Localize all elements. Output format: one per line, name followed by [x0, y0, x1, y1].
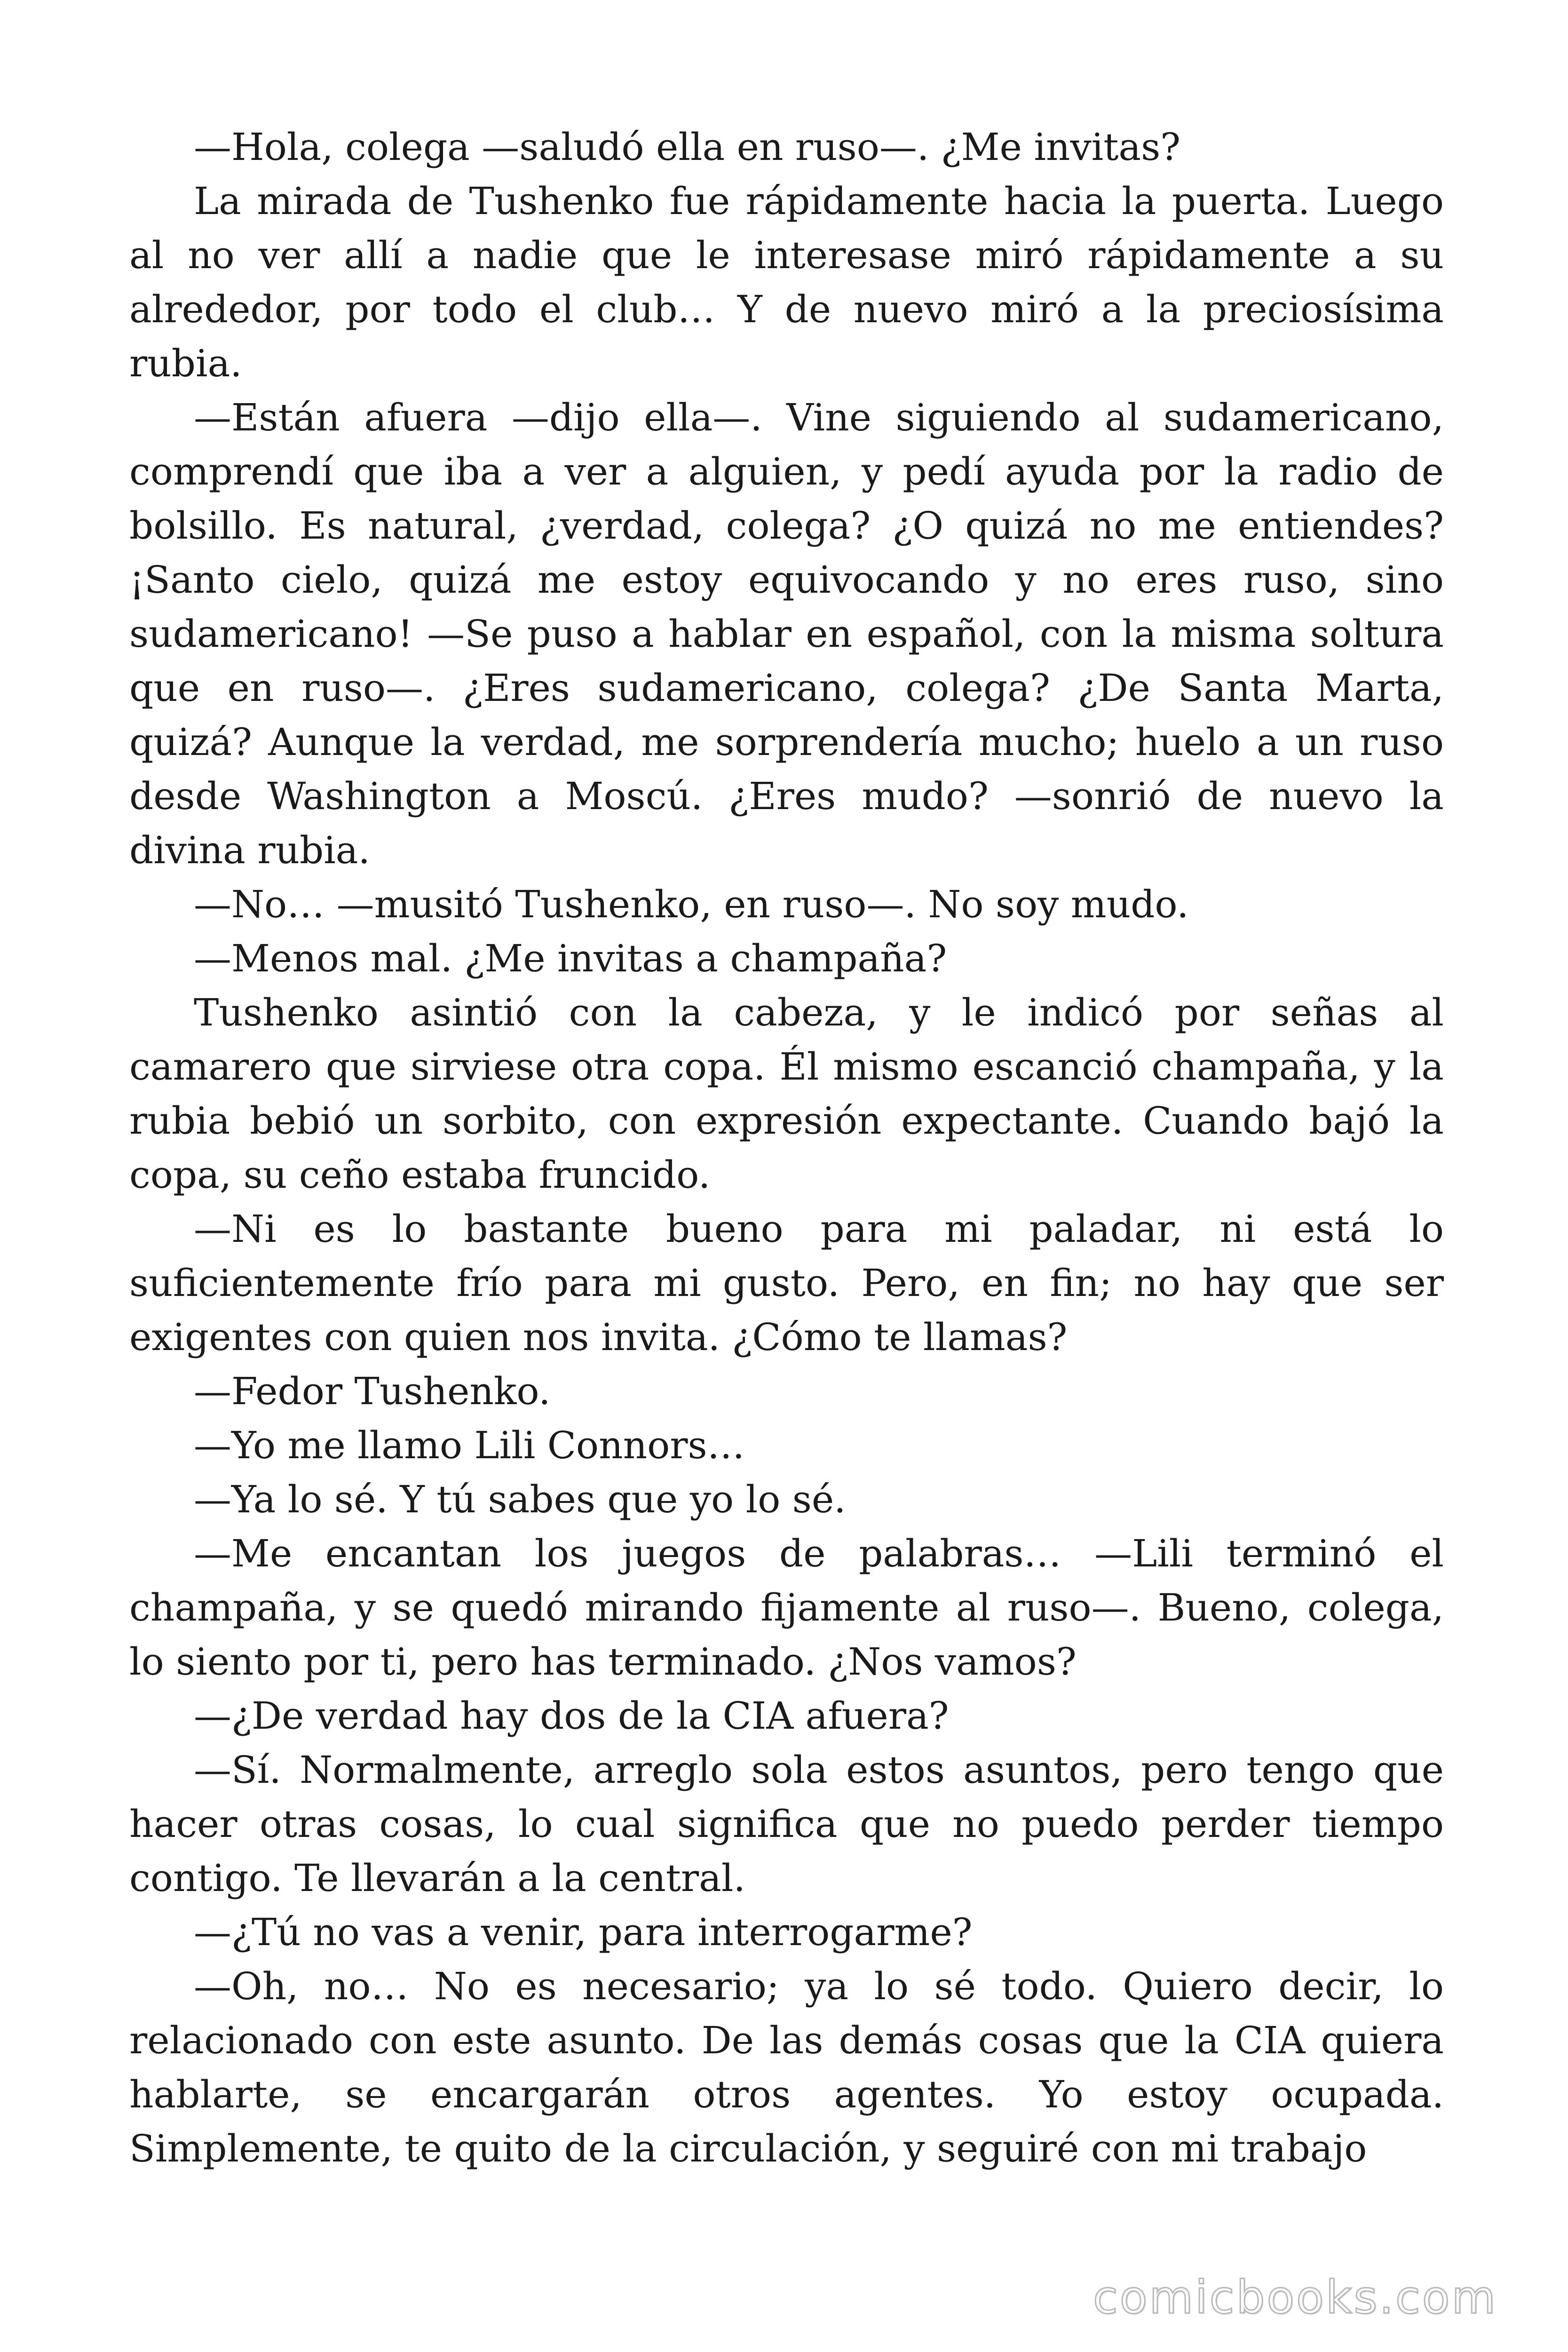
paragraph: —¿De verdad hay dos de la CIA afuera?: [194, 1694, 949, 1738]
paragraph: —Ya lo sé. Y tú sabes que yo lo sé.: [194, 1478, 846, 1521]
paragraph: Tushenko asintió con la cabeza, y le indicó por señas al camarero que sirviese otra copa. Él mismo escanció champaña, y la rubia bebió un sorbito, con expresión expectante. Cuando bajó la copa, su ceño estaba fruncido.: [129, 991, 1444, 1197]
paragraph: —Sí. Normalmente, arreglo sola estos asuntos, pero tengo que hacer otras cosas, lo cual significa que no puedo perder tiempo contigo. Te llevarán a la central.: [129, 1748, 1444, 1900]
paragraph: —Menos mal. ¿Me invitas a champaña?: [194, 937, 947, 980]
paragraph: —Yo me llamo Lili Connors…: [194, 1423, 745, 1467]
paragraph: —¿Tú no vas a venir, para interrogarme?: [194, 1910, 973, 1954]
paragraph: La mirada de Tushenko fue rápidamente hacia la puerta. Luego al no ver allí a nadie que le interesase miró rápidamente a su alrededor, por todo el club… Y de nuevo miró a la preciosísima rubia.: [129, 179, 1444, 385]
paragraph: —Oh, no… No es necesario; ya lo sé todo. Quiero decir, lo relacionado con este asunto. De las demás cosas que la CIA quiera hablarte, se encargarán otros agentes. Yo estoy ocupada. Simplemente, te quito de la circulación, y seguiré con mi trabajo: [129, 1964, 1444, 2170]
paragraph: —Hola, colega —saludó ella en ruso—. ¿Me invitas?: [194, 125, 1181, 169]
paragraph: —Están afuera —dijo ella—. Vine siguiendo al sudamericano, comprendí que iba a ver a alguien, y pedí ayuda por la radio de bolsillo. Es natural, ¿verdad, colega? ¿O quizá no me entiendes? ¡Santo cielo, quizá me estoy equivocando y no eres ruso, sino sudamericano! —Se puso a hablar en español, con la misma soltura que en ruso—. ¿Eres sudamericano, colega? ¿De Santa Marta, quizá? Aunque la verdad, me sorprendería mucho; huelo a un ruso desde Washington a Moscú. ¿Eres mudo? —sonrió de nuevo la divina rubia.: [129, 396, 1444, 872]
paragraph: —Fedor Tushenko.: [194, 1369, 551, 1413]
page-body-text: [129, 120, 1444, 2176]
paragraph: —Ni es lo bastante bueno para mi paladar, ni está lo suficientemente frío para mi gusto. Pero, en fin; no hay que ser exigentes con quien nos invita. ¿Cómo te llamas?: [129, 1207, 1444, 1359]
paragraph: —No… —musitó Tushenko, en ruso—. No soy mudo.: [194, 882, 1189, 926]
watermark: comicbooks.com: [1093, 2271, 1497, 2324]
paragraph: —Me encantan los juegos de palabras… —Lili terminó el champaña, y se quedó mirando fijamente al ruso—. Bueno, colega, lo siento por ti, pero has terminado. ¿Nos vamos?: [129, 1532, 1444, 1684]
